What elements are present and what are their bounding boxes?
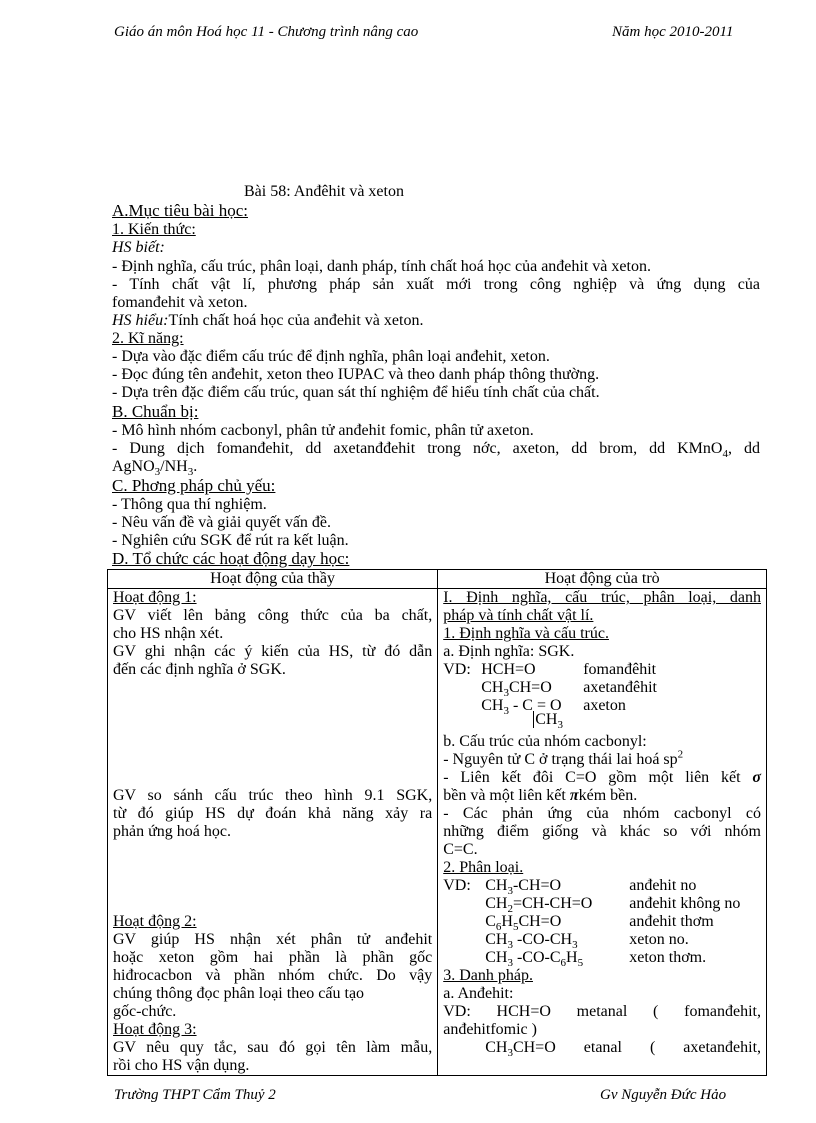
student-line: bền và một liên kết πkém bền. — [443, 787, 638, 804]
b-item-2b-sub2: 3 — [187, 466, 194, 479]
c-item-2: - Nêu vấn đề và giải quyết vấn đề. — [112, 514, 332, 531]
student-2-title: 2. Phân loại. — [443, 859, 524, 876]
example-row — [443, 661, 761, 679]
activity-table — [107, 569, 767, 1076]
compound-name: fomanđêhit — [583, 661, 657, 678]
teacher-line: GV giúp HS nhận xét phân tử anđehit — [113, 931, 433, 948]
formula: $CH_3 - C = O$ — [481, 697, 562, 718]
section-b-title: B. Chuẩn bị: — [112, 402, 199, 421]
b-item-2b-sub: 3 — [154, 466, 161, 479]
classification-row: $C_6H_5CH=O$ anđehit thơm — [485, 913, 714, 934]
student-line: a. Định nghĩa: SGK. — [443, 643, 575, 660]
teacher-hd3-title: Hoạt động 3: — [113, 1021, 197, 1038]
student-line: VD: HCH=O metanal ( fomanđehit, — [443, 1003, 761, 1020]
teacher-line: GV so sánh cấu trúc theo hình 9.1 SGK, — [113, 787, 433, 804]
c-item-3: - Nghiên cứu SGK để rút ra kết luận. — [112, 532, 349, 549]
sigma-symbol: σ — [752, 769, 762, 786]
header-left: Giáo án môn Hoá học 11 - Chương trình nâng cao — [114, 24, 419, 40]
teacher-line: cho HS nhận xét. — [113, 625, 224, 642]
b-item-2b-end: /NH — [160, 458, 188, 475]
footer-right: Gv Nguyễn Đức Hảo — [600, 1087, 727, 1103]
col-teacher-header: Hoạt động của thầy — [108, 570, 438, 589]
teacher-line: chúng thông đọc phân loại theo cấu tạo — [113, 985, 365, 1002]
vd-label: VD: — [443, 661, 471, 678]
section-d-title: D. Tổ chức các hoạt động dạy học: — [112, 549, 350, 568]
classification-row: $CH_2=CH-CH=O$ anđehit không no — [485, 895, 741, 916]
student-cell — [438, 589, 767, 1076]
table-header-row — [108, 570, 767, 589]
student-1-title: 1. Định nghĩa và cấu trúc. — [443, 625, 609, 642]
teacher-line: gốc-chức. — [113, 1003, 177, 1020]
classification-row: VD: $CH_3-CH=O$ anđehit no — [443, 877, 697, 898]
compound-name: axeton — [583, 697, 626, 714]
section-a-title: A.Mục tiêu bài học: — [112, 201, 248, 220]
hs-biet-label: HS biết: — [112, 239, 165, 256]
teacher-line: GV viết lên bảng công thức của ba chất, — [113, 607, 433, 624]
header-right: Năm học 2010-2011 — [612, 24, 734, 40]
formula: $CH_3CH=O$ — [481, 679, 552, 700]
student-line: - Nguyên tử C ở trạng thái lai hoá $sp^2$ — [443, 748, 684, 768]
section-c-title: C. Phơng pháp chủ yếu: — [112, 476, 276, 495]
table-row — [108, 589, 767, 1076]
biet-item-2a: - Tính chất vật lí, phương pháp sản xuất mới trong công nghiệp và ứng dụng của — [112, 276, 760, 293]
b-item-2b — [112, 458, 760, 479]
student-line: những điểm giống và khác so với nhóm — [443, 823, 761, 840]
student-line: b. Cấu trúc của nhóm cacbonyl: — [443, 733, 647, 750]
formula: HCH=O — [481, 661, 536, 678]
pi-symbol: π — [569, 787, 579, 804]
classification-row: $CH_3$ $-CO-CH_3$ xeton no. — [485, 931, 689, 952]
example-row — [443, 679, 761, 700]
student-line: anđehitfomic ) — [443, 1021, 537, 1038]
teacher-hd1-title: Hoạt động 1: — [113, 589, 197, 606]
col-student-header: Hoạt động của trò — [438, 570, 767, 589]
teacher-cell — [108, 589, 438, 1076]
teacher-line: từ đó giúp HS dự đoán khả năng xảy ra — [113, 805, 433, 822]
kn-item-2: - Đọc đúng tên anđehit, xeton theo IUPAC và theo danh pháp thông thường. — [112, 366, 600, 383]
biet-item-2b: fomanđehit và xeton. — [112, 294, 248, 311]
student-line: $CH_3CH=O$ etanal ( axetanđehit, — [485, 1039, 762, 1060]
teacher-line: GV nêu quy tắc, sau đó gọi tên làm mẫu, — [113, 1039, 433, 1056]
lesson-title: Bài 58: Anđêhit và xeton — [244, 183, 404, 200]
student-line: a. Anđehit: — [443, 985, 514, 1002]
student-I-title-cont: pháp và tính chất vật lí. — [443, 607, 594, 624]
teacher-hd2-title: Hoạt động 2: — [113, 913, 197, 930]
kn-item-3: - Dựa trên đặc điểm cấu trúc, quan sát thí nghiệm để hiểu tính chất của chất. — [112, 384, 600, 401]
hs-hieu-text: Tính chất hoá học của anđehit và xeton. — [168, 312, 424, 329]
student-line: C=C. — [443, 841, 478, 858]
student-3-title: 3. Danh pháp. — [443, 967, 533, 984]
axeton-branch: $CH_3$ — [535, 711, 563, 732]
teacher-line: GV ghi nhận các ý kiến của HS, từ đó dẫn — [113, 643, 433, 660]
teacher-line: đến các định nghĩa ở SGK. — [113, 661, 286, 678]
b-item-2b-dot: . — [193, 458, 198, 475]
b-item-2a-text: - Dung dịch fomanđehit, dd axetanđđehit trong nớc, axeton, dd brom, dd KMnO — [112, 440, 723, 457]
b-item-1: - Mô hình nhóm cacbonyl, phân tử anđehit fomic, phân tử axeton. — [112, 422, 534, 439]
footer-left: Trường THPT Cẩm Thuỷ 2 — [114, 1087, 276, 1103]
teacher-line: rồi cho HS vận dụng. — [113, 1057, 250, 1074]
student-line: - Các phản ứng của nhóm cacbonyl có — [443, 805, 761, 822]
section-a1-title: 1. Kiến thức: — [112, 221, 196, 238]
b-item-2a — [112, 440, 760, 461]
hs-hieu-label: HS hiểu: — [112, 312, 169, 329]
section-a2-title: 2. Kĩ năng: — [112, 330, 184, 347]
b-item-2b-text: AgNO — [112, 458, 155, 475]
kn-item-1: - Dựa vào đặc điểm cấu trúc để định nghĩa, phân loại anđehit, xeton. — [112, 348, 550, 365]
teacher-line: phản ứng hoá học. — [113, 823, 231, 840]
classification-row: $CH_3$ $-CO-C_6H_5$ xeton thơm. — [485, 949, 707, 970]
student-line: - Liên kết đôi C=O gồm một liên kết σ — [443, 769, 762, 786]
teacher-line: hiđrocacbon và phần nhóm chức. Do vậy — [113, 967, 433, 984]
teacher-line: hoặc xeton gồm hai phần là phần gốc — [113, 949, 433, 966]
b-item-2a-sub: 4 — [722, 448, 728, 461]
c-item-1: - Thông qua thí nghiệm. — [112, 496, 267, 513]
b-item-2a-end: , dd — [727, 440, 760, 457]
biet-item-1: - Định nghĩa, cấu trúc, phân loại, danh pháp, tính chất hoá học của anđehit và xeton. — [112, 258, 651, 275]
student-I-title: I. Định nghĩa, cấu trúc, phân loại, danh — [443, 589, 761, 606]
hs-hieu-line — [112, 312, 760, 330]
compound-name: axetanđêhit — [583, 679, 657, 696]
